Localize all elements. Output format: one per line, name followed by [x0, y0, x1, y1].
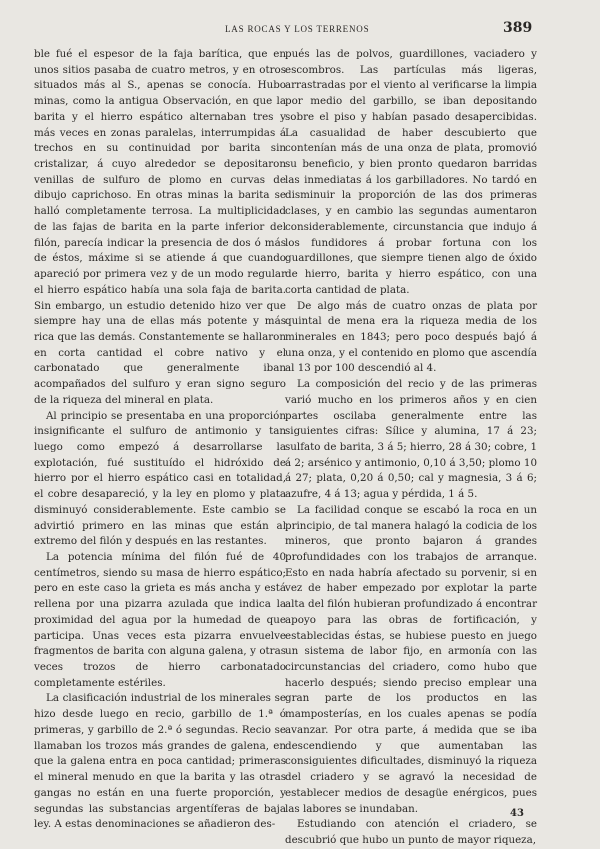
paragraph: pués las de polvos, guardillones, vaciadero y escombros. Las partículas más ligeras, arrastradas por el viento al verificarse la limpia por medio del garbillo, se iban depositando sobre el piso y habían pasado desapercibidas. La casualidad de haber descubierto que contenían más de una onza de plata, promovió su beneficio, y bien pronto quedaron barridas las inmediatas á los garbilladores. No tardó en disminuir la proporción de las dos primeras clases, y en cambio las segundas aumentaron considerablemente, circunstancia que indujo á los fundidores á probar fortuna con los guardillones, que siempre tienen algo de óxido de hierro, barita y hierro espático, con una corta cantidad de plata.: [285, 48, 537, 296]
running-head: LAS ROCAS Y LOS TERRENOS: [225, 24, 370, 34]
page-number: 389: [503, 20, 533, 36]
paragraph: La composición del recio y de las primeras varió mucho en los primeros años y en cien partes oscilaba generalmente entre las siguientes cifras: Sílice y alumina, 17 á 23; sulfato de barita, 3 á 5; hierro, 28 á 30; cobre, 1 á 2; arsénico y antimonio, 0,10 á 3,50; plomo 10 á 27; plata, 0,20 á 0,50; cal y magnesia, 3 á 6; azufre, 4 á 13; agua y pérdida, 1 á 5.: [285, 378, 537, 501]
paragraph: La potencia mínima del filón fué de 40 centímetros, siendo su masa de hierro espático; pero en este caso la grieta es más ancha y está rellena por una pizarra azulada que indica la proximidad del agua por la humedad de que participa. Unas veces esta pizarra envuelve fragmentos de barita con alguna galena, y otras veces trozos de hierro carbonatado completamente estériles.: [34, 551, 286, 689]
paragraph: Estudiando con atención el criadero, se descubrió que hubo un punto de mayor riqueza,: [285, 818, 537, 846]
paragraph: ble fué el espesor de la faja barítica, que en unos sitios pasaba de cuatro metros, y en otros situados más al S., apenas se conocía. Hubo minas, como la antigua Observación, en que la barita y el hierro espático alternaban tres y más veces en zonas paralelas, interrumpidas á trechos en su continuidad por barita sin cristalizar, á cuyo alrededor se depositaron venillas de sulfuro de plomo en curvas de dibujo caprichoso. En otras minas la barita se halló completamente terrosa. La multiplicidad de las fajas de barita en la parte inferior del filón, parecía indicar la presencia de dos ó más de éstos, máxime si se atiende á que cuando apareció por primera vez y de un modo regular el hierro espático había una sola faja de barita. Sin embargo, un estudio detenido hizo ver que siempre hay una de ellas más potente y más rica que las demás. Constantemente se hallaron en corta cantidad el cobre nativo y el carbonatado que generalmente iban acompañados del sulfuro y eran signo seguro de la riqueza del mineral en plata.: [34, 48, 286, 406]
right-column: [285, 47, 537, 846]
page-header: [0, 18, 600, 42]
paragraph: La facilidad conque se escabó la roca en un principio, de tal manera halagó la codicia de los mineros, que pronto bajaron á grandes profundidades con los trabajos de arranque. Esto en nada habría afectado su porvenir, si en vez de haber empezado por explotar la parte alta del filón hubieran profundizado á encontrar apoyo para las obras de fortificación, y establecidas éstas, se hubiese puesto en juego un sistema de labor fijo, en armonía con las circunstancias del criadero, como hubo que hacerlo después; siendo preciso emplear una gran parte de los productos en las mamposterías, en los cuales apenas se podía avanzar. Por otra parte, á medida que se iba descendiendo y que aumentaban las consiguientes dificultades, disminuyó la riqueza del criadero y se agravó la necesidad de establecer medios de desagüe enérgicos, pues las labores se inundaban.: [285, 503, 537, 815]
paragraph: De algo más de cuatro onzas de plata por quintal de mena era la riqueza media de los minerales en 1843; pero poco después bajó á una onza, y el contenido en plomo que ascendía al 13 por 100 descendió al 4.: [285, 299, 537, 375]
paragraph: Al principio se presentaba en una proporción insignificante el sulfuro de antimonio y tan luego como empezó á desarrollarse la explotación, fué sustituído el hidróxido de hierro por el hierro espático casi en totalidad, el cobre desapareció, y la ley en plomo y plata disminuyó considerablemente. Este cambio se advirtió primero en las minas que están al extremo del filón y después en las restantes.: [34, 409, 286, 548]
left-column: [34, 47, 286, 831]
printer-signature: 43: [510, 808, 524, 819]
paragraph: La clasificación industrial de los minerales se hizo desde luego en recio, garbillo de 1.ª ó primeras, y garbillo de 2.ª ó segundas. Recio se llamaban los trozos más grandes de galena, en que la galena entra en poca cantidad; primeras el mineral menudo en que la barita y las otras gangas no están en una fuerte proporción, y segundas las substancias argentíferas de baja ley. A estas denominaciones se añadieron des-: [34, 692, 286, 831]
